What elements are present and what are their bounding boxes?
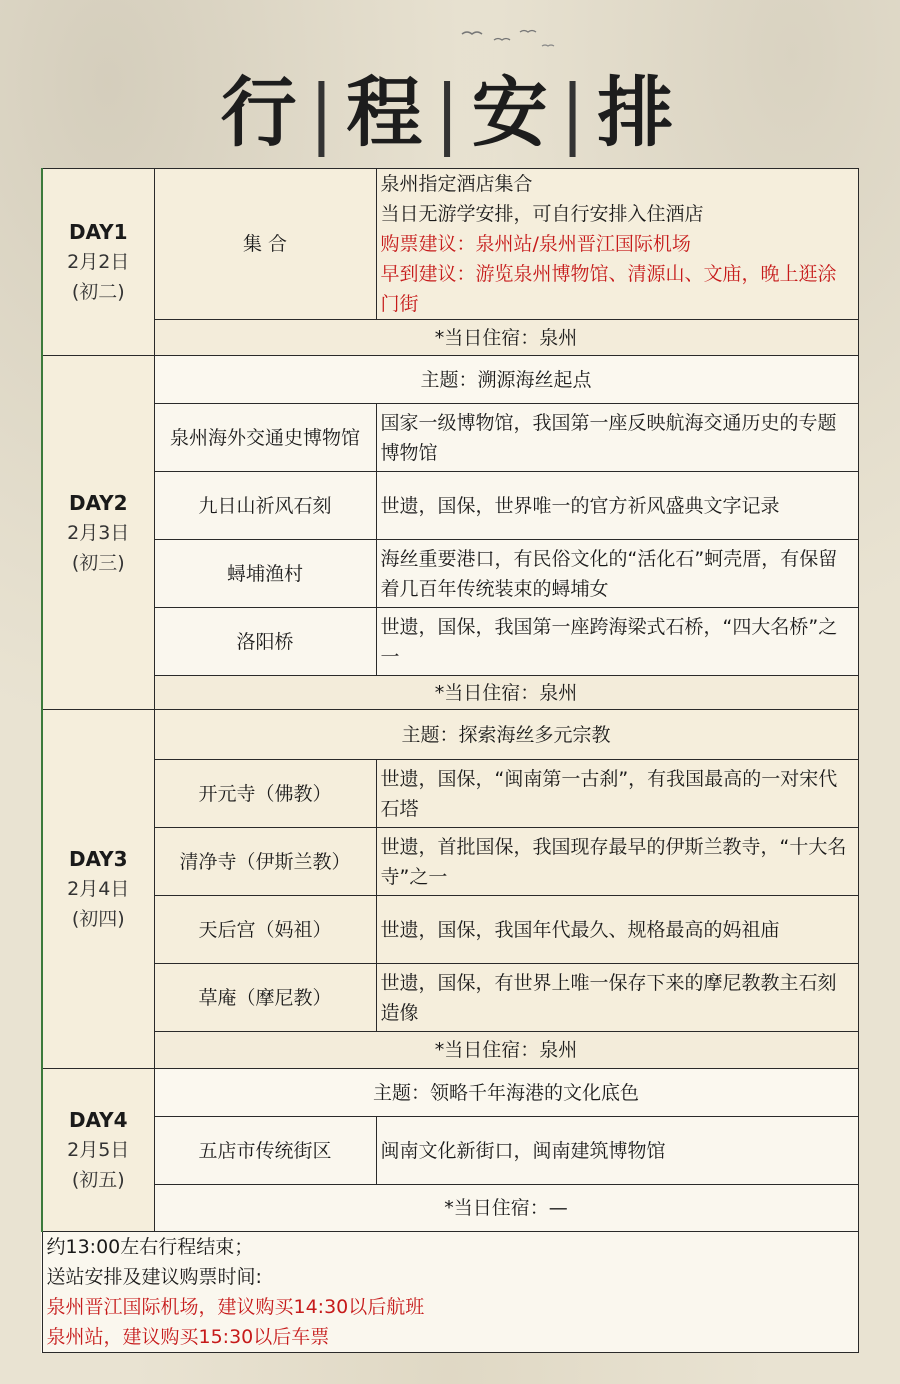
theme-title: 主题：溯源海丝起点: [154, 356, 858, 404]
desc-cell: [376, 169, 858, 320]
theme-row: [42, 356, 858, 404]
airport-advice: 泉州晋江国际机场，建议购买14:30以后航班: [46, 1296, 425, 1318]
site-cell: 蟳埔渔村: [154, 540, 376, 608]
footer-row: [42, 1232, 858, 1353]
site-cell: 洛阳桥: [154, 608, 376, 676]
day-label: DAY3: [68, 847, 128, 871]
desc-cell: 世遗，首批国保，我国现存最早的伊斯兰教寺，“十大名寺”之一: [376, 828, 858, 896]
itinerary-table: [41, 168, 859, 1353]
theme-row: [42, 1069, 858, 1117]
day-date: 2月3日: [67, 521, 130, 544]
title-char: 行: [220, 68, 303, 157]
day-date: 2月5日: [67, 1139, 130, 1161]
day2-cell: [42, 356, 154, 710]
station-advice: 泉州站，建议购买15:30以后车票: [46, 1326, 330, 1348]
ticket-advice: 购票建议：泉州站/泉州晋江国际机场: [380, 233, 691, 255]
item-row: [42, 404, 858, 472]
stay-note: *当日住宿：泉州: [154, 676, 858, 710]
item-row: [42, 896, 858, 964]
item-row: [42, 828, 858, 896]
desc-line: 当日无游学安排，可自行安排入住酒店: [380, 203, 704, 225]
stay-row: [42, 1032, 858, 1069]
item-row: [42, 964, 858, 1032]
desc-cell: 世遗，国保，有世界上唯一保存下来的摩尼教教主石刻造像: [376, 964, 858, 1032]
early-arrival-advice: 早到建议：游览泉州博物馆、清源山、文庙，晚上逛涂门街: [380, 263, 837, 315]
item-row: [42, 1117, 858, 1185]
title-char: 安: [471, 68, 554, 157]
theme-row: [42, 710, 858, 760]
footer-note: [42, 1232, 858, 1353]
stay-note: *当日住宿：泉州: [154, 1032, 858, 1069]
title-char: 程: [346, 68, 429, 157]
site-cell: 清净寺（伊斯兰教）: [154, 828, 376, 896]
desc-cell: 世遗，国保，世界唯一的官方祈风盛典文字记录: [376, 472, 858, 540]
desc-cell: 世遗，国保，我国第一座跨海梁式石桥，“四大名桥”之一: [376, 608, 858, 676]
desc-cell: 海丝重要港口，有民俗文化的“活化石”蚵壳厝，有保留着几百年传统装束的蟳埔女: [376, 540, 858, 608]
item-row: [42, 608, 858, 676]
theme-title: 主题：探索海丝多元宗教: [154, 710, 858, 760]
desc-cell: 世遗，国保，“闽南第一古刹”，有我国最高的一对宋代石塔: [376, 760, 858, 828]
desc-line: 泉州指定酒店集合: [380, 173, 533, 195]
day-lunar: (初四): [71, 908, 125, 930]
day-label: DAY2: [68, 490, 128, 515]
day-label: DAY1: [68, 220, 128, 244]
title-char: 排: [597, 68, 680, 157]
site-cell: 草庵（摩尼教）: [154, 964, 376, 1032]
day-lunar: (初三): [71, 551, 125, 574]
end-time-note: 约13:00左右行程结束；: [46, 1236, 254, 1258]
site-cell: 天后宫（妈祖）: [154, 896, 376, 964]
stay-row: [42, 676, 858, 710]
day-date: 2月2日: [67, 251, 130, 273]
page-title: 行|程|安|排: [0, 52, 900, 152]
item-row: [42, 540, 858, 608]
stay-row: [42, 1185, 858, 1232]
item-row: [42, 472, 858, 540]
day-date: 2月4日: [67, 878, 130, 900]
day-lunar: (初二): [71, 281, 125, 303]
day4-cell: [42, 1069, 154, 1232]
desc-cell: 国家一级博物馆，我国第一座反映航海交通历史的专题博物馆: [376, 404, 858, 472]
day-label: DAY4: [68, 1108, 128, 1132]
day3-cell: [42, 710, 154, 1069]
stay-row: [42, 320, 858, 356]
site-cell: 泉州海外交通史博物馆: [154, 404, 376, 472]
day1-cell: [42, 169, 154, 356]
transfer-note: 送站安排及建议购票时间:: [46, 1266, 262, 1288]
site-cell: 五店市传统街区: [154, 1117, 376, 1185]
item-row: [42, 760, 858, 828]
site-cell: 集 合: [154, 169, 376, 320]
desc-cell: 世遗，国保，我国年代最久、规格最高的妈祖庙: [376, 896, 858, 964]
theme-title: 主题：领略千年海港的文化底色: [154, 1069, 858, 1117]
site-cell: 开元寺（佛教）: [154, 760, 376, 828]
day1-row: [42, 169, 858, 320]
stay-note: *当日住宿：—: [154, 1185, 858, 1232]
desc-cell: 闽南文化新街口，闽南建筑博物馆: [376, 1117, 858, 1185]
site-cell: 九日山祈风石刻: [154, 472, 376, 540]
stay-note: *当日住宿：泉州: [154, 320, 858, 356]
day-lunar: (初五): [71, 1169, 125, 1191]
